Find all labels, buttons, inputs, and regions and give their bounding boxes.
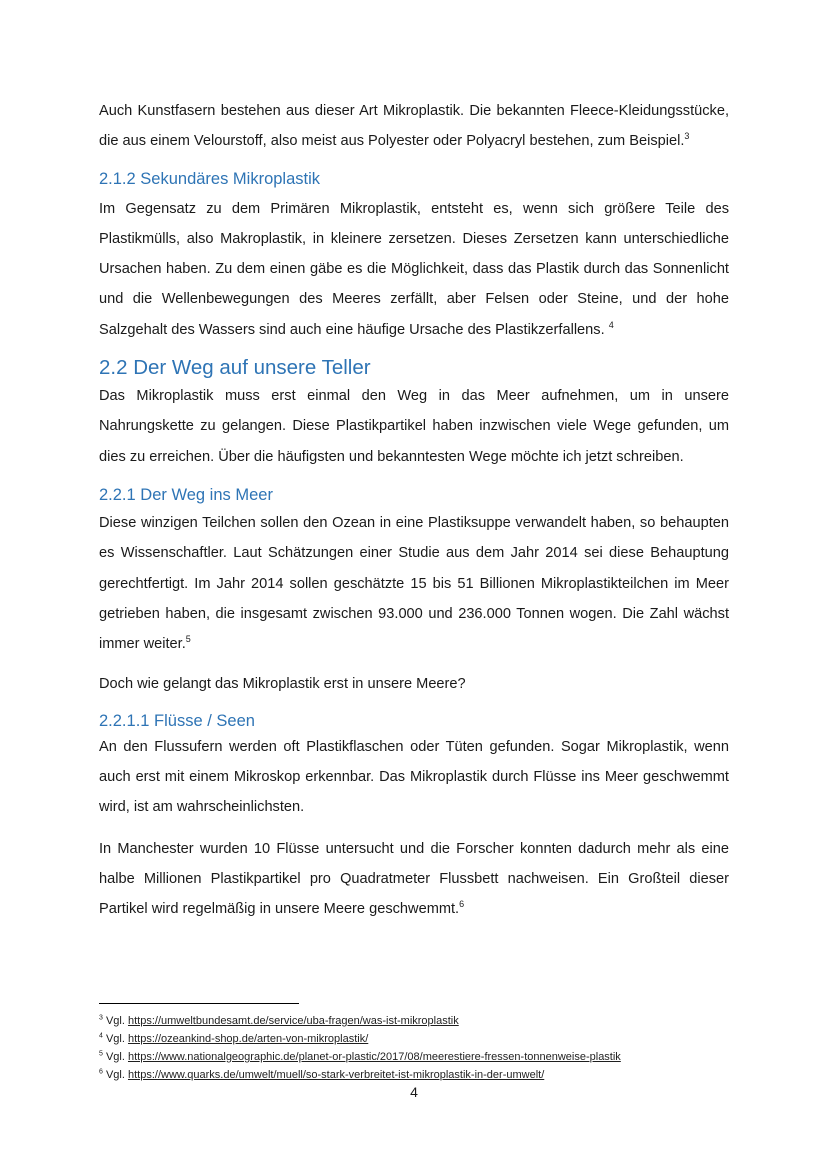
footnote-6 [99,1066,739,1084]
footnote-5 [99,1048,739,1066]
paragraph-text: Auch Kunstfasern bestehen aus dieser Art Mikroplastik. Die bekannten Fleece-Kleidungsstücke, die aus einem Velourstoff, also meist aus Polyester oder Polyacryl bestehen, zum Beispiel. [99,103,729,150]
paragraph-text: In Manchester wurden 10 Flüsse untersucht und die Forscher konnten dadurch mehr als eine halbe Millionen Plastikpartikel pro Quadratmeter Flussbett nachweisen. Ein Großteil dieser Partikel wird regelmäßig in unsere Meere geschwemmt. [99,840,729,918]
footnote-number: 3 [99,1014,103,1022]
footnote-prefix: Vgl. [102,1015,128,1027]
footnote-number: 4 [99,1032,103,1040]
heading-weg-auf-unsere-teller: 2.2 Der Weg auf unsere Teller [99,356,371,380]
footnote-4 [99,1030,739,1048]
footnote-prefix: Vgl. [102,1033,128,1045]
footnote-link[interactable]: https://www.quarks.de/umwelt/muell/so-stark-verbreitet-ist-mikroplastik-in-der-umwelt/ [127,1069,545,1081]
footnote-3 [99,1012,739,1030]
paragraph-text: Im Gegensatz zu dem Primären Mikroplastik, entsteht es, wenn sich größere Teile des Plastikmülls, also Makroplastik, in kleinere zersetzen. Dieses Zersetzen kann unterschiedliche Ursachen haben. Zu dem einen gäbe es die Möglichkeit, dass das Plastik durch das Sonnenlicht und die Wellenbewegungen des Meeres zerfällt, aber Felsen oder Steine, und der hohe Salzgehalt des Wassers sind auch eine häufige Ursache des Plastikzerfallens. [99,200,729,338]
footnote-prefix: Vgl. [102,1051,128,1063]
paragraph-manchester [99,834,729,925]
heading-fluesse-seen: 2.2.1.1 Flüsse / Seen [99,711,255,730]
page-number: 4 [410,1084,418,1100]
footnote-separator [99,1003,299,1004]
footnotes [99,1012,739,1084]
footnote-ref: 5 [185,634,191,645]
footnote-prefix: Vgl. [102,1069,128,1081]
heading-sekundaeres-mikroplastik: 2.1.2 Sekundäres Mikroplastik [99,169,321,188]
heading-weg-ins-meer: 2.2.1 Der Weg ins Meer [99,485,273,504]
paragraph-text: Diese winzigen Teilchen sollen den Ozean in eine Plastiksuppe verwandelt haben, so behaupten es Wissenschaftler. Laut Schätzungen einer Studie aus dem Jahr 2014 sei diese Behauptung gerechtfertigt. Im Jahr 2014 sollen geschätzte 15 bis 51 Billionen Mikroplastikteilchen im Meer getrieben haben, die insgesamt zwischen 93.000 und 236.000 Tonnen wogen. Die Zahl wächst immer weiter. [99,514,729,653]
footnote-number: 5 [99,1050,103,1058]
footnote-ref: 4 [608,319,614,330]
paragraph-fluesse: An den Flussufern werden oft Plastikflaschen oder Tüten gefunden. Sogar Mikroplastik, wenn auch erst mit einem Mikroskop erkennbar. Das Mikroplastik durch Flüsse ins Meer geschwemmt wird, ist am wahrscheinlichsten. [99,738,729,816]
page-body [99,96,729,925]
paragraph-weg-ins-meer [99,508,729,659]
paragraph-kunstfasern [99,96,729,157]
paragraph-frage: Doch wie gelangt das Mikroplastik erst in unsere Meere? [99,676,466,693]
paragraph-weg-teller: Das Mikroplastik muss erst einmal den Weg in das Meer aufnehmen, um in unsere Nahrungskette zu gelangen. Diese Plastikpartikel haben inzwischen viele Wege gefunden, um dies zu erreichen. Über die häufigsten und bekanntesten Wege möchte ich jetzt schreiben. [99,388,729,465]
paragraph-sekundaer [99,194,729,345]
footnote-ref: 6 [459,899,465,910]
footnote-link[interactable]: https://www.nationalgeographic.de/planet-or-plastic/2017/08/meerestiere-fressen-tonnenweise-plastik [127,1051,621,1063]
footnote-link[interactable]: https://umweltbundesamt.de/service/uba-fragen/was-ist-mikroplastik [127,1015,459,1027]
footnote-link[interactable]: https://ozeankind-shop.de/arten-von-mikroplastik/ [127,1033,369,1045]
footnote-ref: 3 [684,131,690,142]
footnote-number: 6 [99,1068,103,1076]
